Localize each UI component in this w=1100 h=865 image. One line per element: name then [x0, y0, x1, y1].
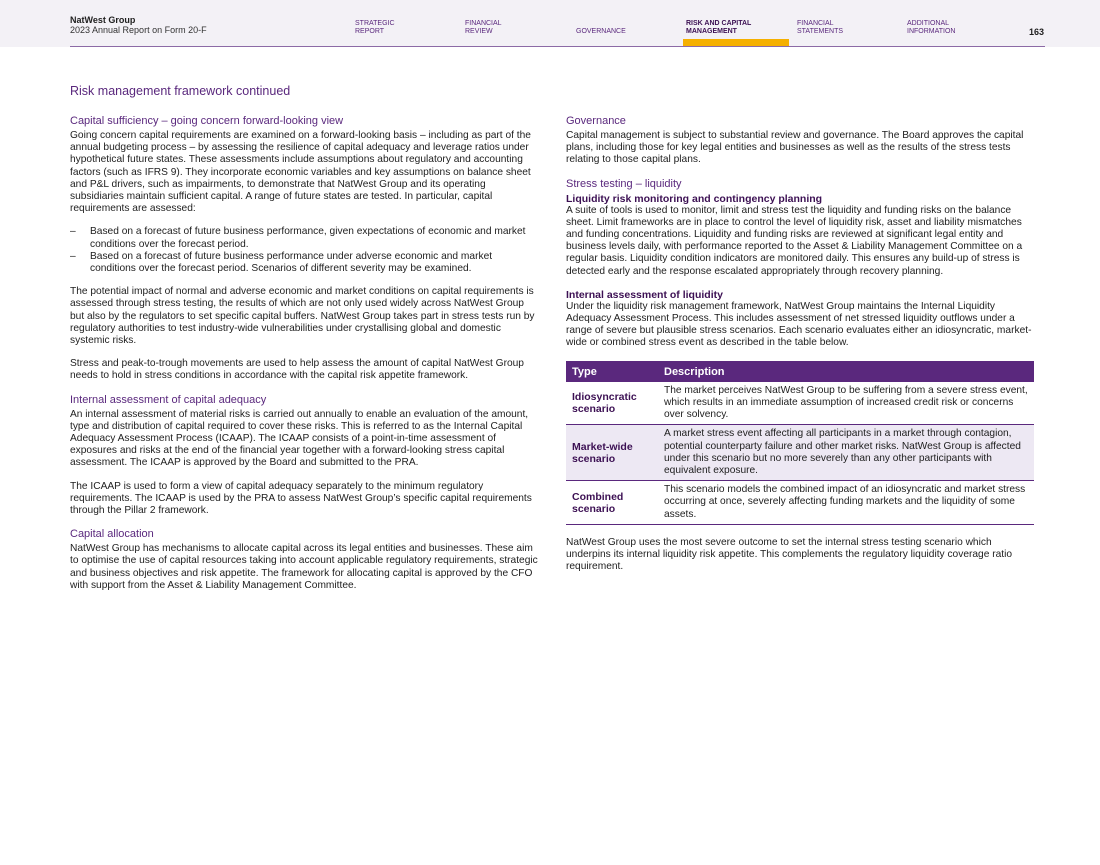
heading-governance: Governance: [566, 115, 626, 127]
capital-sufficiency-para2: The potential impact of normal and adverse economic and market conditions on capital requirements is assessed through stress testing, the results of which are not only used widely across NatWest Group but also by the regulators to set specific capital buffers. NatWest Group takes part in stress tests run by regulatory authorities to test industry-wide vulnerabilities under crystallising global and domestic systemic risks.: [70, 286, 535, 347]
left-column: [70, 115, 540, 603]
table-header-type: Type: [566, 361, 658, 382]
subheading-internal-liquidity: Internal assessment of liquidity: [566, 288, 723, 301]
section-title: Risk management framework continued: [70, 84, 291, 98]
brand-block: [70, 15, 207, 36]
heading-capital-allocation: Capital allocation: [70, 528, 154, 541]
scenario-type: Combined scenario: [566, 481, 658, 525]
page-header: [0, 0, 1100, 47]
internal-liquidity-para: Under the liquidity risk management framework, NatWest Group maintains the Internal Liquidity Adequacy Assessment Process. This includes assessment of net stressed liquidity outflows under a range of severe but plausible stress scenarios. Each scenario evaluates either an idiosyncratic, market-wide or combined stress event as described in the table below.: [566, 300, 1032, 349]
report-title: 2023 Annual Report on Form 20-F: [70, 25, 207, 35]
nav-strategic-report[interactable]: STRATEGIC REPORT: [355, 20, 395, 35]
nav-divider: [70, 46, 1045, 47]
scenario-type: Idiosyncratic scenario: [566, 382, 658, 425]
heading-capital-sufficiency: Capital sufficiency – going concern forward-looking view: [70, 115, 344, 127]
brand-name: NatWest Group: [70, 15, 136, 25]
table-row: [566, 481, 1034, 525]
list-item: – Based on a forecast of future business performance, given expectations of economic and market conditions over the forecast period.: [70, 226, 526, 250]
nav-risk-capital-management[interactable]: RISK AND CAPITAL MANAGEMENT: [686, 20, 752, 35]
scenario-description: This scenario models the combined impact of an idiosyncratic and market stress occurring at once, severely affecting funding markets and the liquidity of some assets.: [658, 481, 1034, 525]
table-row: [566, 425, 1034, 481]
closing-para: NatWest Group uses the most severe outcome to set the internal stress testing scenario which underpins its internal liquidity risk appetite. This complements the regulatory liquidity coverage ratio requirement.: [566, 536, 1013, 573]
subheading-liquidity-monitoring: Liquidity risk monitoring and contingency planning: [566, 192, 823, 205]
heading-internal-capital: Internal assessment of capital adequacy: [70, 393, 267, 406]
list-item: – Based on a forecast of future business performance under adverse economic and market conditions over the forecast period. Scenarios of different severity may be examined.: [70, 250, 493, 275]
nav-financial-statements[interactable]: FINANCIAL STATEMENTS: [797, 20, 844, 35]
internal-capital-para1: An internal assessment of material risks is carried out annually to enable an evaluation of the amount, type and distribution of capital required to cover these risks. This is referred to as the Internal Capital Adequacy Assessment Process (ICAAP). The ICAAP consists of a point-in-time assessment of exposures and risks at the end of the financial year together with a forward-looking stress capital assessment. The ICAAP is approved by the Board and submitted to the PRA.: [70, 408, 529, 469]
heading-stress-liquidity: Stress testing – liquidity: [566, 177, 682, 190]
nav-financial-review[interactable]: FINANCIAL REVIEW: [465, 20, 502, 35]
nav-additional-information[interactable]: ADDITIONAL INFORMATION: [907, 20, 956, 35]
table-header-description: Description: [658, 361, 1034, 382]
internal-capital-para2: The ICAAP is used to form a view of capital adequacy separately to the minimum regulatory requirements. The ICAAP is used by the PRA to assess NatWest Group’s specific capital requirements through the Pillar 2 framework.: [70, 480, 532, 517]
capital-sufficiency-bullets: [70, 226, 540, 275]
page-number: 163: [1029, 27, 1045, 37]
scenario-type: Market-wide scenario: [566, 425, 658, 481]
governance-para1: Capital management is subject to substantial review and governance. The Board approves the capital plans, including those for key legal entities and businesses as well as the results of the stress tests relating to those capital plans.: [566, 130, 1024, 166]
table-header-row: [566, 361, 1034, 382]
capital-sufficiency-para3: Stress and peak-to-trough movements are used to help assess the amount of capital NatWest Group needs to hold in stress conditions in accordance with the capital risk appetite framework.: [70, 358, 524, 382]
capital-sufficiency-intro: Going concern capital requirements are examined on a forward-looking basis – including as part of the annual budgeting process – by assessing the resilience of capital adequacy and leverage ratios under hypothetical future states. These assessments include assumptions about regulatory and accounting factors (such as IFRS 9). They incorporate economic variables and key assumptions on balance sheet and P&L drivers, such as impairments, to demonstrate that NatWest Group and its operating subsidiaries maintain sufficient capital. A range of future states are tested. In particular, capital requirements are assessed:: [70, 130, 531, 215]
liquidity-monitoring-para: A suite of tools is used to monitor, limit and stress test the liquidity and funding risks on the balance sheet. Limit frameworks are in place to control the level of liquidity risk, asset and liability mismatches and funding concentrations. Liquidity and funding risks are reviewed at significant legal entity and business levels daily, with performance reported to the Asset & Liability Management Committee on a regular basis. Liquidity condition indicators are monitored daily. This ensures any build-up of stress is detected early and the response escalated appropriately through recovery planning.: [566, 204, 1023, 277]
scenario-table: [566, 361, 1034, 525]
capital-allocation-para1: NatWest Group has mechanisms to allocate capital across its legal entities and businesses. These aim to optimise the use of capital resources taking into account applicable regulatory requirements, strategic and business objectives and risk appetite. The framework for allocating capital is approved by the CFO with support from the Asset & Liability Management Committee.: [70, 543, 538, 591]
right-column: [566, 115, 1036, 584]
scenario-description: The market perceives NatWest Group to be suffering from a severe stress event, which results in an immediate assumption of increased credit risk or concerns over solvency.: [658, 382, 1034, 425]
nav-governance[interactable]: GOVERNANCE: [576, 28, 626, 35]
table-row: [566, 382, 1034, 425]
scenario-description: A market stress event affecting all participants in a market through contagion, potential counterparty failure and other market risks. NatWest Group is affected under this scenario but no more severely than any other participants with equivalent exposure.: [658, 425, 1034, 481]
